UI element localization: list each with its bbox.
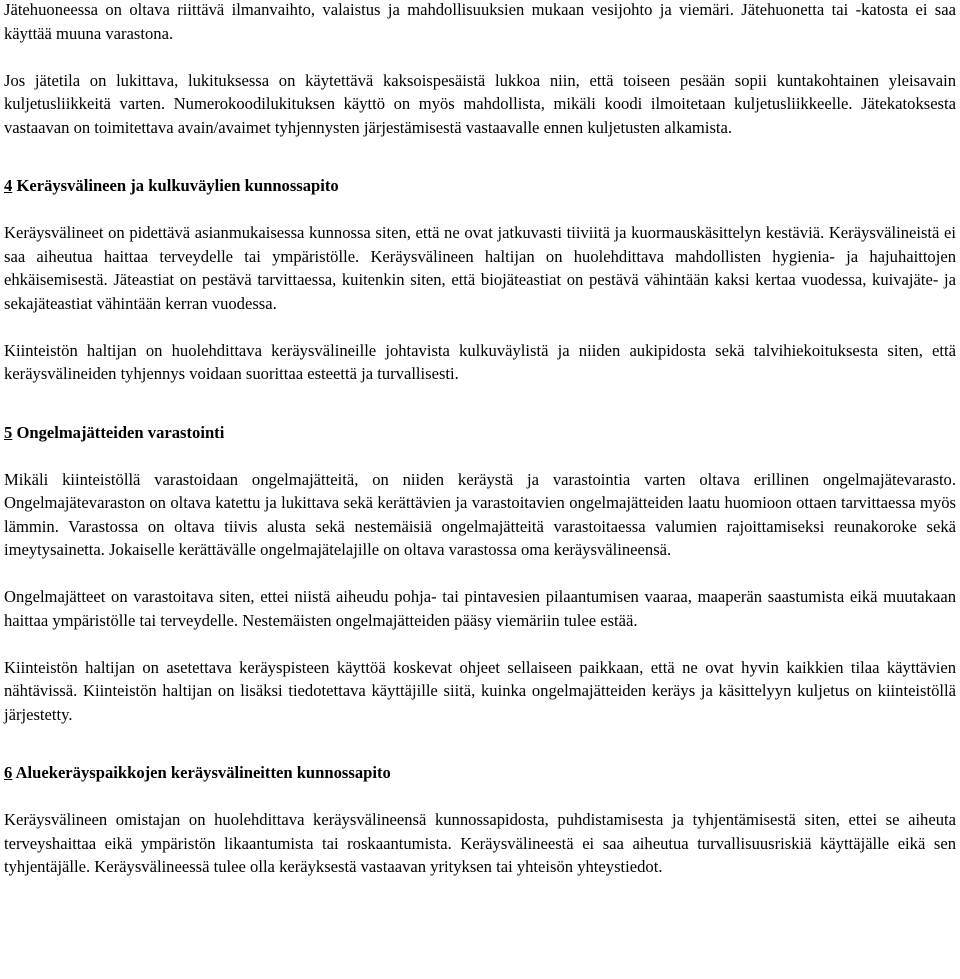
section-title-5: Ongelmajätteiden varastointi xyxy=(12,422,225,442)
paragraph-area-collection-maintenance: Keräysvälineen omistajan on huolehdittava keräysvälineensä kunnossapidosta, puhdistamisesta ja tyhjentämisestä siten, ettei se aiheuta terveyshaittaa eikä ympäristön likaantumista tai roskaantumista. Keräysvälineestä ei saa aiheutua turvallisuusriskiä käyttäjälle eikä sen tyhjentäjälle. Keräysvälineessä tulee olla keräyksestä vastaavan yrityksen tai yhteisön yhteystiedot. xyxy=(4,810,956,876)
section-heading-5 xyxy=(4,421,956,445)
paragraph-hazardous-pollution: Ongelmajätteet on varastoitava siten, ettei niistä aiheudu pohja- tai pintavesien pilaantumisen vaaraa, maaperän saastumista eikä muutakaan haittaa ympäristölle tai terveydelle. Nestemäisten ongelmajätteiden pääsy viemäriin tulee estää. xyxy=(4,587,956,630)
paragraph-waste-room: Jätehuoneessa on oltava riittävä ilmanvaihto, valaistus ja mahdollisuuksien mukaan vesijohto ja viemäri. Jätehuonetta tai -katosta ei saa käyttää muuna varastona. xyxy=(4,0,956,43)
paragraph-access-routes: Kiinteistön haltijan on huolehdittava keräysvälineille johtavista kulkuväylistä ja niiden aukipidosta sekä talvihiekoituksesta siten, että keräysvälineiden tyhjennys voidaan suorittaa esteettä ja turvallisesti. xyxy=(4,340,956,383)
section-number-6: 6 xyxy=(4,763,13,782)
paragraph-hazardous-storage: Mikäli kiinteistöllä varastoidaan ongelmajätteitä, on niiden keräystä ja varastointia varten oltava erillinen ongelmajätevarasto. Ongelmajätevaraston on oltava katettu ja lukittava sekä kerättävien ja varastoitavien ongelmajätteiden laatu huomioon ottaen tarvittaessa myös lämmin. Varastossa on oltava tiivis alusta sekä nestemäisiä ongelmajätteitä varastoitaessa valumien rajoittamiseksi reunakoroke sekä imeytysainetta. Jokaiselle kerättävälle ongelmajätelajille on oltava varastossa oma keräysvälineensä. xyxy=(4,469,956,559)
section-number-4: 4 xyxy=(4,176,13,195)
section-title-4: Keräysvälineen ja kulkuväylien kunnossapito xyxy=(12,176,339,195)
paragraph-collection-instructions: Kiinteistön haltijan on asetettava keräyspisteen käyttöä koskevat ohjeet sellaiseen paikkaan, että ne ovat hyvin kaikkien tilaa käyttävien nähtävissä. Kiinteistön haltijan on lisäksi tiedotettava käyttäjille siitä, kuinka ongelmajätteiden keräys ja käsittelyyn kuljetus on kiinteistöllä järjestetty. xyxy=(4,657,956,724)
paragraph-locking: Jos jätetila on lukittava, lukituksessa on käytettävä kaksoispesäistä lukkoa niin, että toiseen pesään sopii kuntakohtainen yleisavain kuljetusliikkeitä varten. Numerokoodilukituksen käyttö on myös mahdollista, mikäli koodi ilmoitetaan kuljetusliikkeelle. Jätekatoksesta vastaavan on toimitettava avain/avaimet tyhjennysten järjestämisestä vastaavalle ennen kuljetusten alkamista. xyxy=(4,70,956,137)
section-heading-4 xyxy=(4,174,956,198)
section-title-6: Aluekeräyspaikkojen keräysvälineitten kunnossapito xyxy=(12,763,391,782)
section-number-5: 5 xyxy=(4,422,13,442)
document-page xyxy=(4,0,956,879)
section-heading-6 xyxy=(4,761,956,785)
paragraph-container-condition: Keräysvälineet on pidettävä asianmukaisessa kunnossa siten, että ne ovat jatkuvasti tiiviitä ja kuormauskäsittelyn kestäviä. Keräysvälineistä ei saa aiheutua haittaa terveydelle tai ympäristölle. Keräysvälineen haltijan on huolehdittava mahdollisten hygienia- ja hajuhaittojen ehkäisemisestä. Jäteastiat on pestävä tarvittaessa, kuitenkin siten, että biojäteastiat on pestävä vähintään kaksi kertaa vuodessa, kuivajäte- ja sekajäteastiat vähintään kerran vuodessa. xyxy=(4,223,956,313)
